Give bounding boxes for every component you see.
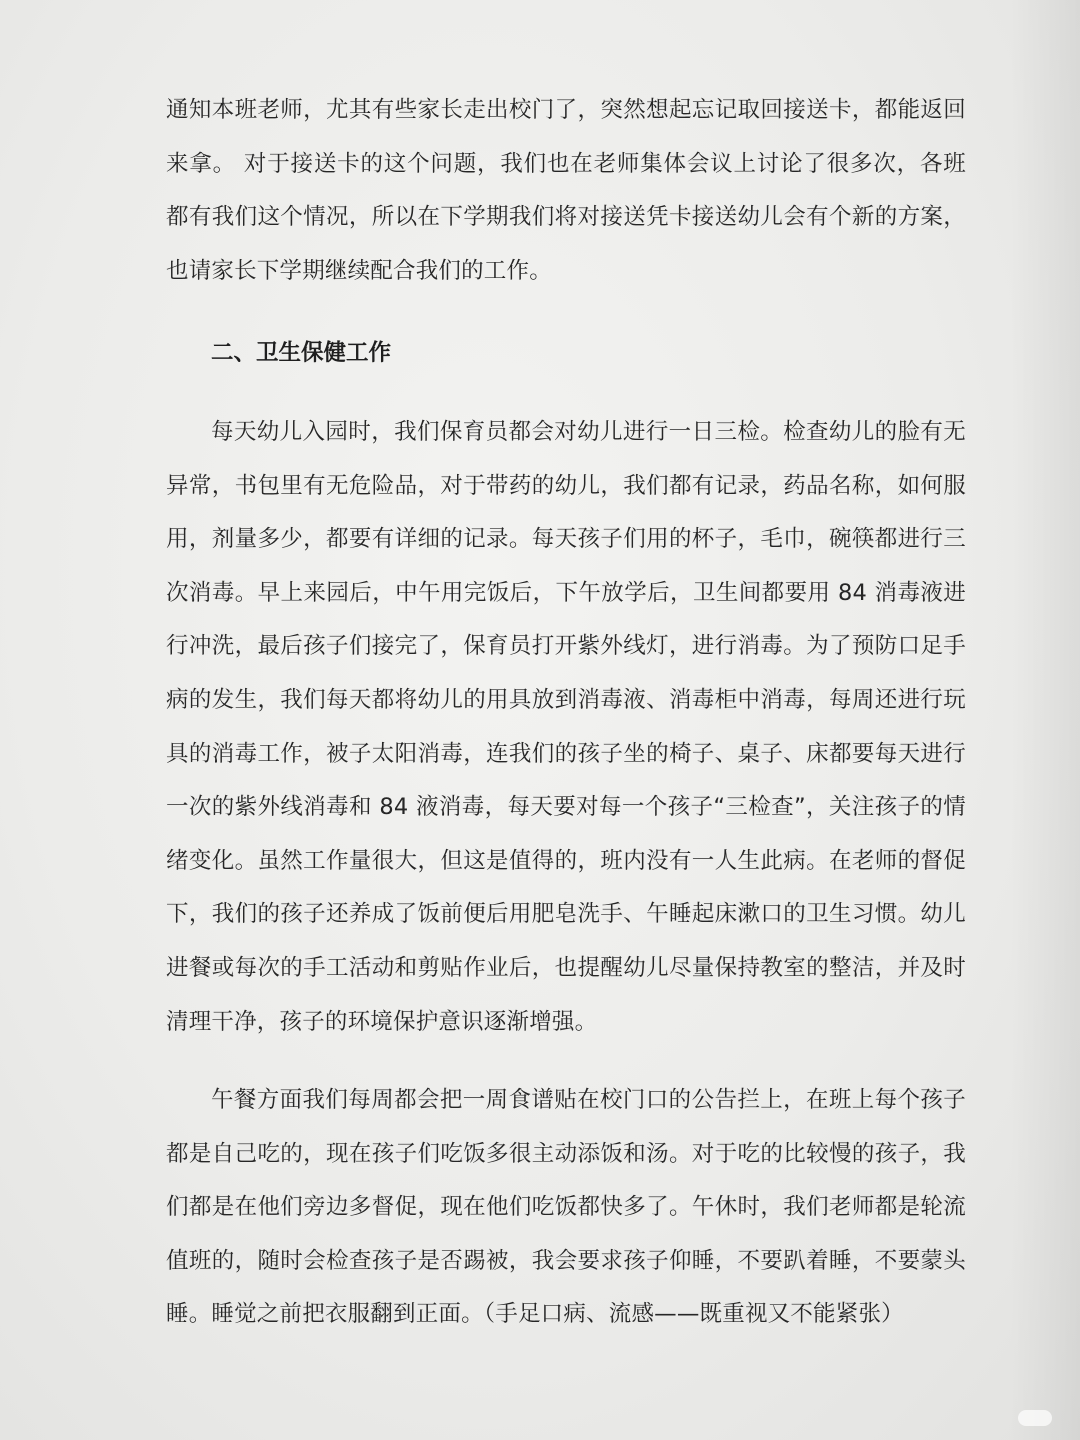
paragraph-lunch-nap: 午餐方面我们每周都会把一周食谱贴在校门口的公告拦上，在班上每个孩子都是自己吃的，现在孩子们吃饭多很主动添饭和汤。对于吃的比较慢的孩子，我们都是在他们旁边多督促，现在他们吃饭都快多了。午休时，我们老师都是轮流值班的，随时会检查孩子是否踢被，我会要求孩子仰睡，不要趴着睡，不要蒙头睡。睡觉之前把衣服翻到正面。（手足口病、流感——既重视又不能紧张）	[166, 1087, 966, 1328]
page-shadow	[1010, 0, 1080, 1440]
paragraph-pickup-card: 通知本班老师，尤其有些家长走出校门了，突然想起忘记取回接送卡，都能返回来拿。 对于接送卡的这个问题，我们也在老师集体会议上讨论了很多次，各班都有我们这个情况，所以在下学期我们将对接送凭卡接送幼儿会有个新的方案，也请家长下学期继续配合我们的工作。	[166, 97, 966, 284]
watermark-shape	[1018, 1410, 1052, 1426]
paragraph-hygiene-care: 每天幼儿入园时，我们保育员都会对幼儿进行一日三检。检查幼儿的脸有无异常，书包里有无危险品，对于带药的幼儿，我们都有记录，药品名称，如何服用，剂量多少，都要有详细的记录。每天孩子们用的杯子，毛巾，碗筷都进行三次消毒。早上来园后，中午用完饭后，下午放学后，卫生间都要用 84 消毒液进行冲洗，最后孩子们接完了，保育员打开紫外线灯，进行消毒。为了预防口足手病的发生，我们每天都将幼儿的用具放到消毒液、消毒柜中消毒，每周还进行玩具的消毒工作，被子太阳消毒，连我们的孩子坐的椅子、桌子、床都要每天进行一次的紫外线消毒和 84 液消毒，每天要对每一个孩子“三检查”，关注孩子的情绪变化。虽然工作量很大，但这是值得的，班内没有一人生此病。在老师的督促下，我们的孩子还养成了饭前便后用肥皂洗手、午睡起床漱口的卫生习惯。幼儿进餐或每次的手工活动和剪贴作业后，也提醒幼儿尽量保持教室的整洁，并及时清理干净，孩子的环境保护意识逐渐增强。	[166, 419, 966, 1035]
section-heading-hygiene: 二、卫生保健工作	[211, 340, 392, 366]
